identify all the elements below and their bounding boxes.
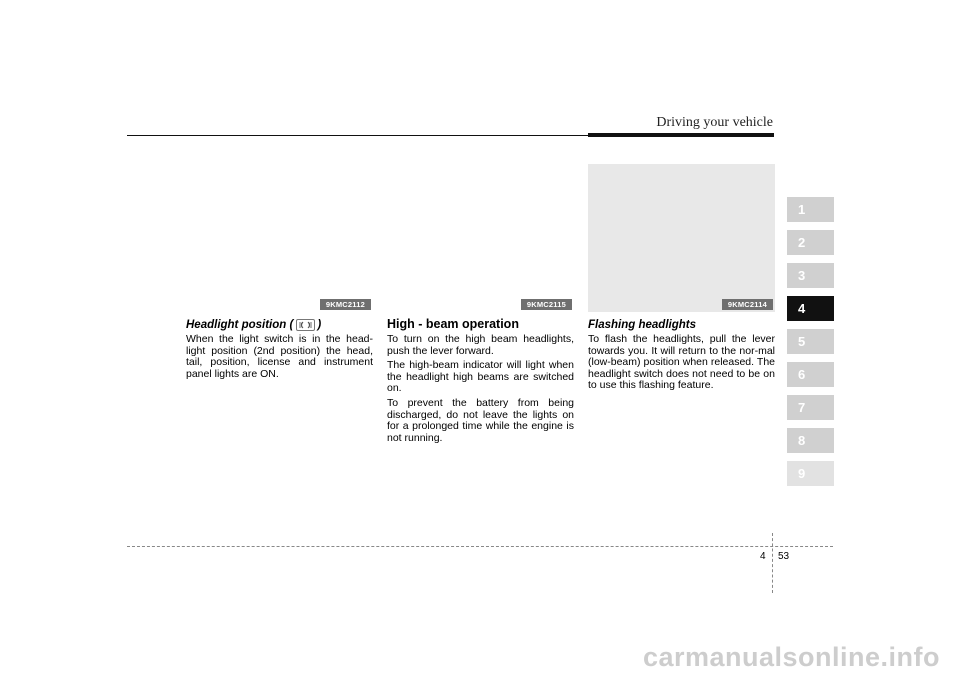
paragraph: To turn on the high beam headlights, push the lever forward.	[387, 333, 574, 357]
figure-headlight-position	[186, 164, 373, 312]
footer-divider	[772, 533, 773, 593]
header-rule	[127, 133, 774, 139]
paragraph: To flash the headlights, pull the lever towards you. It will return to the nor-mal (low-beam) position when released. The headlight switch does not need to be on to use this flashing feature.	[588, 333, 775, 392]
figure-high-beam	[387, 164, 574, 312]
heading-headlight-position	[186, 318, 373, 332]
column-high-beam	[387, 164, 574, 447]
headlight-position-icon	[296, 319, 315, 331]
heading-flashing-headlights: Flashing headlights	[588, 319, 696, 331]
paragraph: To prevent the battery from being discharged, do not leave the lights on for a prolonged time while the engine is not running.	[387, 396, 574, 444]
column-flashing-headlights	[588, 164, 775, 395]
column-headlight-position	[186, 164, 373, 383]
heading-text-end: )	[317, 319, 322, 331]
chapter-tab-8[interactable]: 8	[787, 428, 834, 453]
figure-code: 9KMC2112	[320, 299, 371, 310]
chapter-tabs	[787, 197, 834, 494]
chapter-tab-3[interactable]: 3	[787, 263, 834, 288]
heading-high-beam: High - beam operation	[387, 317, 519, 331]
heading-text: Headlight position (	[186, 319, 294, 331]
paragraph: When the light switch is in the head-light position (2nd position) the head, tail, position, license and instrument panel lights are ON.	[186, 333, 373, 380]
chapter-tab-2[interactable]: 2	[787, 230, 834, 255]
chapter-tab-5[interactable]: 5	[787, 329, 834, 354]
watermark: carmanualsonline.info	[642, 642, 940, 672]
figure-code: 9KMC2115	[521, 299, 572, 310]
section-title: Driving your vehicle	[656, 115, 773, 130]
paragraph: The high-beam indicator will light when the headlight high beams are switched on.	[387, 359, 574, 395]
page-number: 53	[778, 551, 790, 562]
footer-rule	[127, 546, 833, 547]
page-chapter-number: 4	[760, 551, 766, 562]
figure-code: 9KMC2114	[722, 299, 773, 310]
chapter-tab-9[interactable]: 9	[787, 461, 834, 486]
figure-flashing-headlights	[588, 164, 775, 312]
chapter-tab-7[interactable]: 7	[787, 395, 834, 420]
chapter-tab-4[interactable]: 4	[787, 296, 834, 321]
chapter-tab-1[interactable]: 1	[787, 197, 834, 222]
chapter-tab-6[interactable]: 6	[787, 362, 834, 387]
